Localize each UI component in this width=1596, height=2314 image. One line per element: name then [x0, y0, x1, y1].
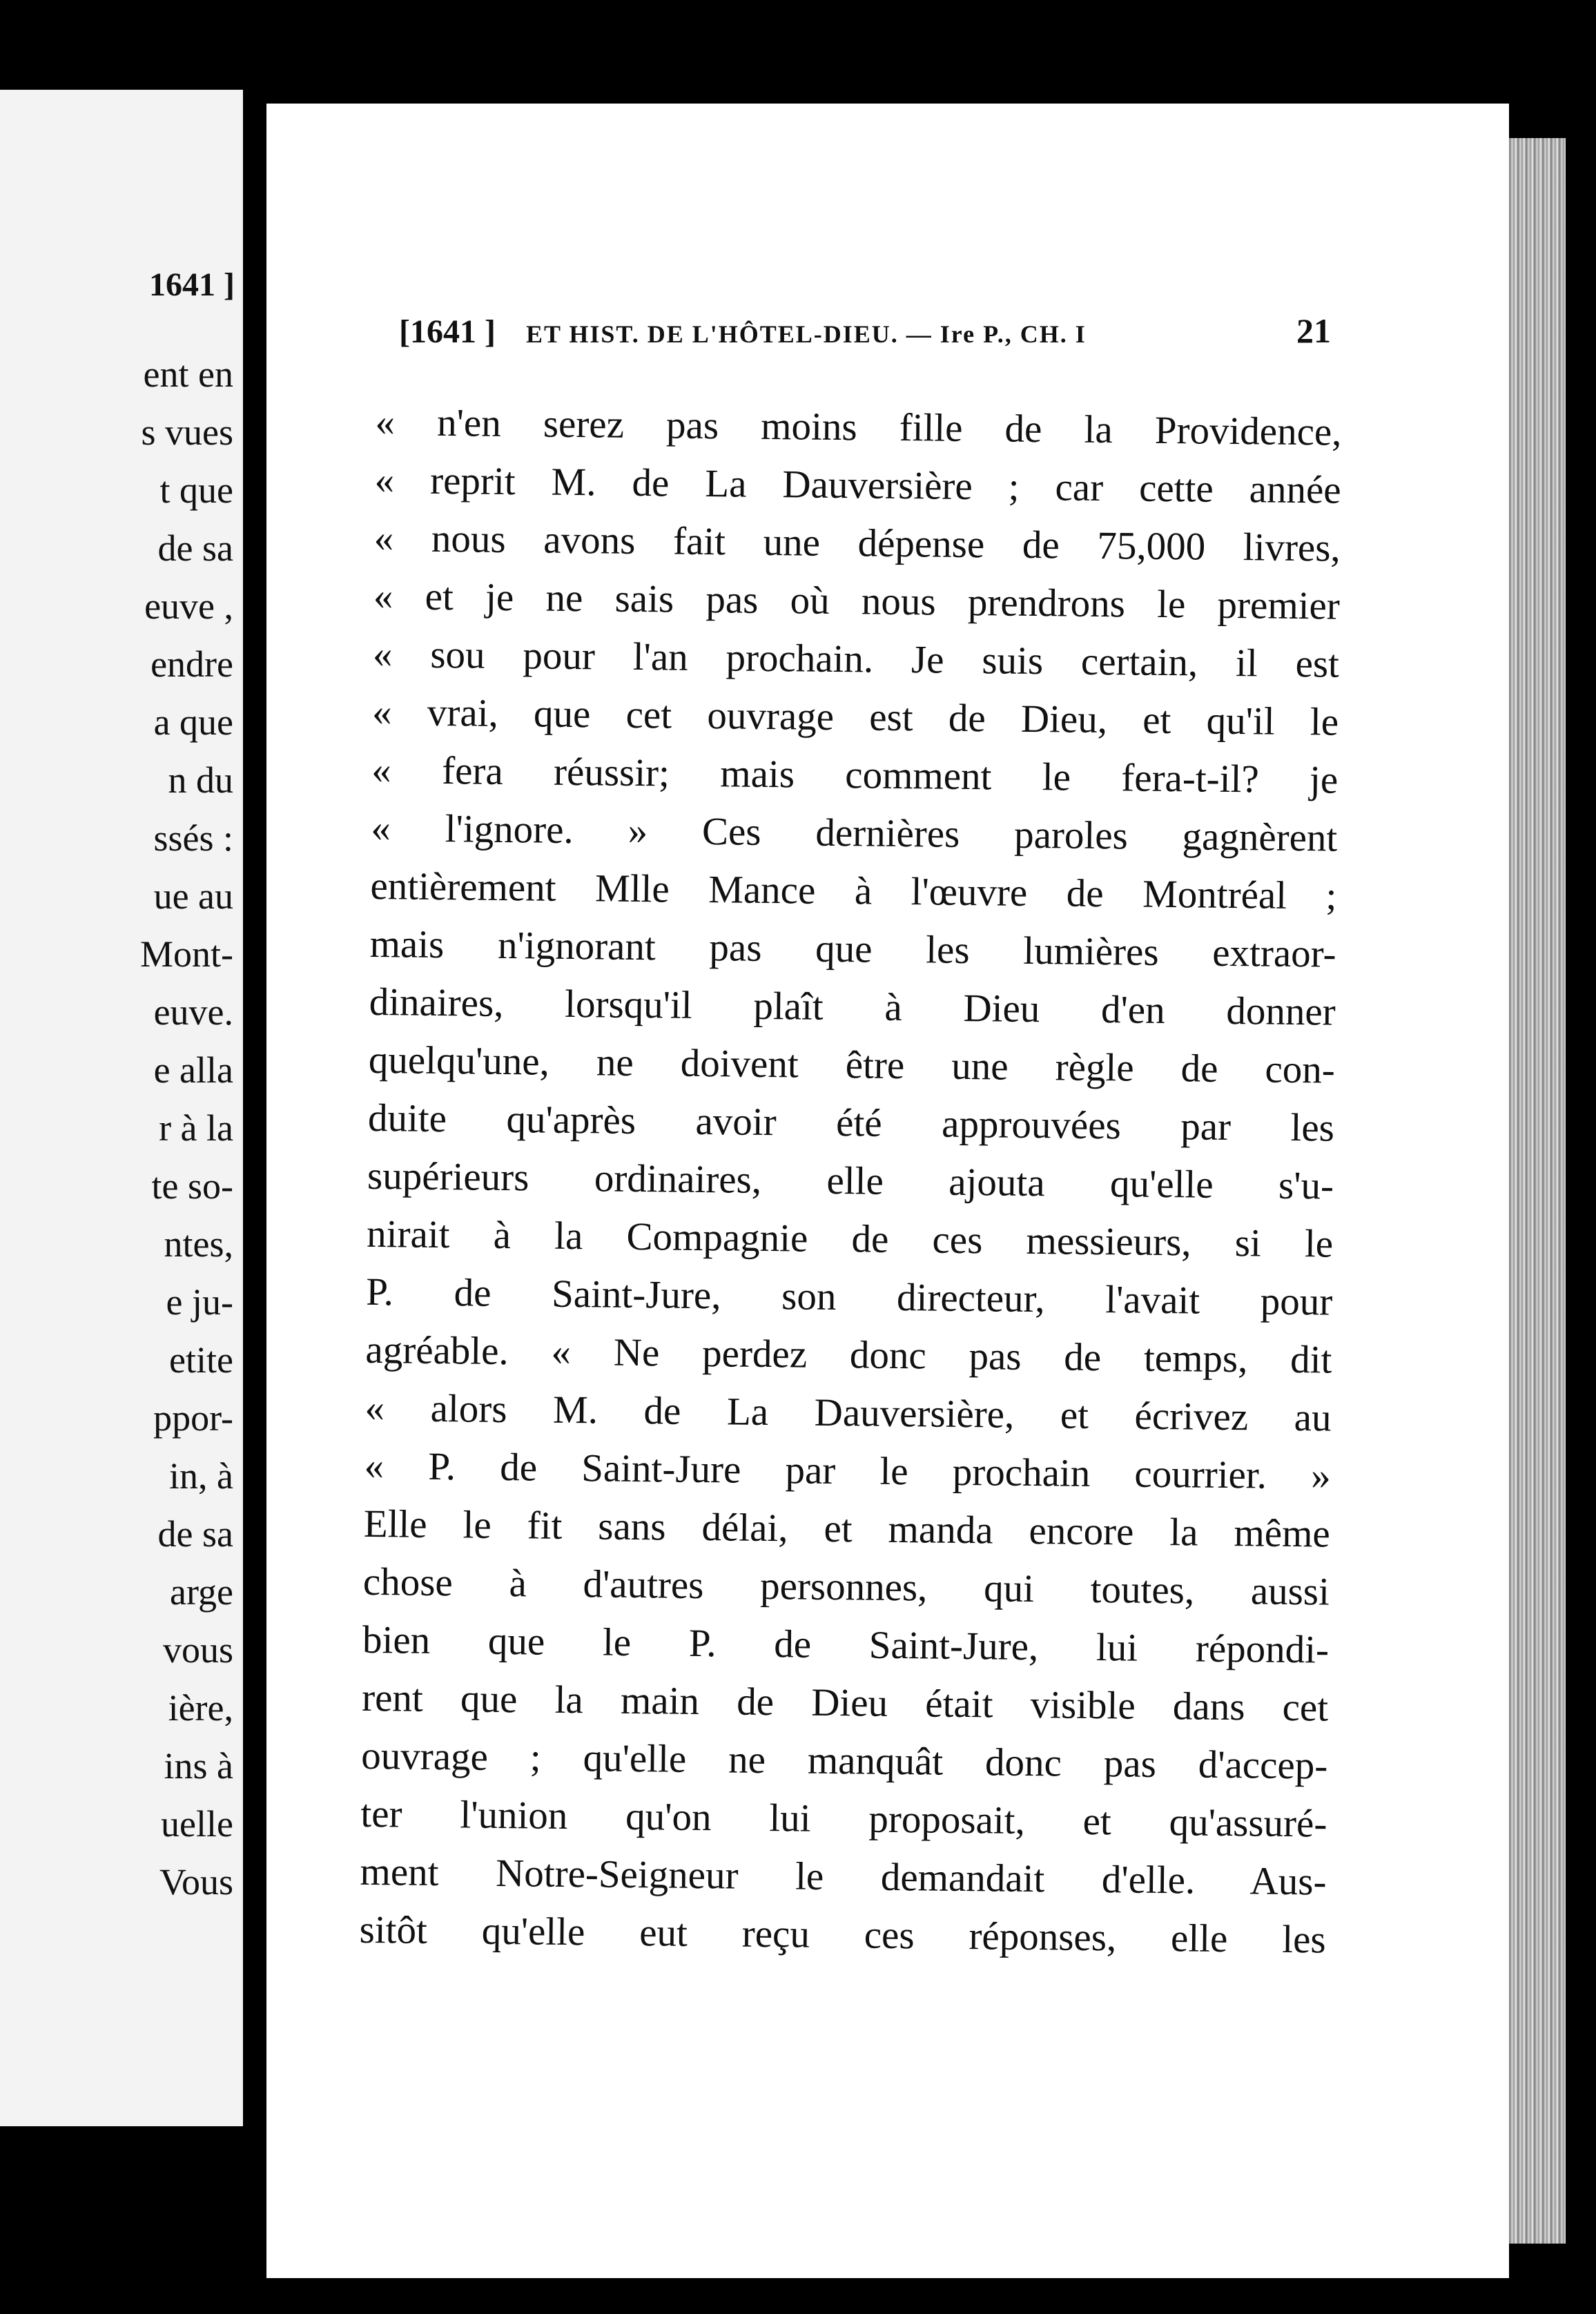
text-line: ment Notre-Seigneur le demandait d'elle. Aus- [360, 1849, 1327, 1904]
left-line-fragment: te so- [151, 1165, 233, 1207]
text-line: dinaires, lorsqu'il plaît à Dieu d'en donner [369, 980, 1336, 1034]
left-line-fragment: ins à [164, 1745, 233, 1787]
left-line-fragment: ue au [153, 875, 233, 917]
text-line: duite qu'après avoir été approuvées par les [367, 1096, 1335, 1150]
left-line-fragment: vous [162, 1629, 233, 1671]
left-line-fragment: s vues [141, 411, 233, 453]
left-line-fragment: ppor- [153, 1397, 233, 1439]
text-line: supérieurs ordinaires, elle ajouta qu'elle s'u- [367, 1154, 1334, 1208]
running-head-year: [1641 ] [399, 313, 496, 350]
text-line: « et je ne sais pas où nous prendrons le premier [373, 574, 1341, 628]
left-line-fragment: de sa [157, 1513, 233, 1555]
left-line-fragment: endre [150, 643, 233, 685]
left-line-fragment: ntes, [164, 1223, 233, 1265]
text-line: ouvrage ; qu'elle ne manquât donc pas d'accep- [361, 1733, 1328, 1788]
page-edge-stack [1503, 138, 1566, 2244]
left-line-fragment: n du [168, 759, 233, 801]
text-line: bien que le P. de Saint-Jure, lui répondi- [362, 1617, 1330, 1672]
left-line-fragment: etite [169, 1339, 233, 1381]
text-line: « n'en serez pas moins fille de la Providence, [375, 400, 1342, 454]
text-line: « l'ignore. » Ces dernières paroles gagnèrent [371, 806, 1338, 860]
page-number: 21 [1296, 311, 1331, 350]
left-line-fragment: t que [159, 469, 233, 511]
left-line-fragment: euve , [144, 585, 233, 627]
left-line-fragment: Mont- [140, 933, 233, 975]
text-line: agréable. « Ne perdez donc pas de temps, dit [365, 1328, 1332, 1382]
left-line-fragment: de sa [157, 527, 233, 569]
left-line-fragment: Vous [159, 1861, 233, 1903]
text-line: mais n'ignorant pas que les lumières extraor- [369, 922, 1336, 976]
left-line-fragment: e alla [153, 1049, 233, 1091]
text-line: ter l'union qu'on lui proposait, et qu'assuré- [360, 1791, 1327, 1846]
right-book-page [261, 104, 1509, 2278]
left-line-fragment: e ju- [166, 1281, 233, 1323]
text-line: « sou pour l'an prochain. Je suis certain, il est [372, 632, 1340, 686]
text-line: Elle le fit sans délai, et manda encore la même [363, 1501, 1331, 1556]
left-line-fragment: ière, [168, 1687, 233, 1729]
text-line: « nous avons fait une dépense de 75,000 livres, [373, 516, 1341, 570]
left-facing-page [0, 90, 243, 2126]
running-head-title: ET HIST. DE L'HÔTEL-DIEU. — Ire P., CH. I [525, 320, 1087, 348]
text-line: chose à d'autres personnes, qui toutes, aussi [362, 1559, 1330, 1614]
left-line-fragment: a que [153, 701, 233, 743]
text-line: « reprit M. de La Dauversière ; car cette année [374, 458, 1341, 512]
left-line-fragment: in, à [169, 1455, 233, 1497]
left-line-fragment: uelle [161, 1803, 233, 1845]
text-line: sitôt qu'elle eut reçu ces réponses, elle les [359, 1907, 1326, 1962]
text-line: quelqu'une, ne doivent être une règle de con- [368, 1038, 1336, 1092]
text-line: nirait à la Compagnie de ces messieurs, si le [366, 1212, 1334, 1266]
left-line-fragment: ent en [143, 353, 233, 395]
left-line-fragment: euve. [153, 991, 233, 1033]
page-body-text [359, 393, 1342, 1970]
text-line: « alors M. de La Dauversière, et écrivez au [364, 1386, 1332, 1440]
left-page-header: 1641 ] [149, 266, 235, 303]
left-line-fragment: r à la [159, 1107, 233, 1149]
text-line: « fera réussir; mais comment le fera-t-il? je [371, 748, 1339, 802]
text-line: « P. de Saint-Jure par le prochain courrier. » [364, 1443, 1331, 1498]
text-line: rent que la main de Dieu était visible dans cet [361, 1675, 1329, 1730]
text-line: entièrement Mlle Mance à l'œuvre de Montréal ; [370, 864, 1337, 918]
left-line-fragment: arge [170, 1571, 233, 1613]
left-page-text [0, 345, 233, 1911]
text-line: P. de Saint-Jure, son directeur, l'avait pour [366, 1270, 1333, 1324]
text-line: « vrai, que cet ouvrage est de Dieu, et qu'il le [371, 690, 1339, 744]
running-head [399, 311, 1331, 351]
left-line-fragment: ssés : [153, 817, 233, 859]
